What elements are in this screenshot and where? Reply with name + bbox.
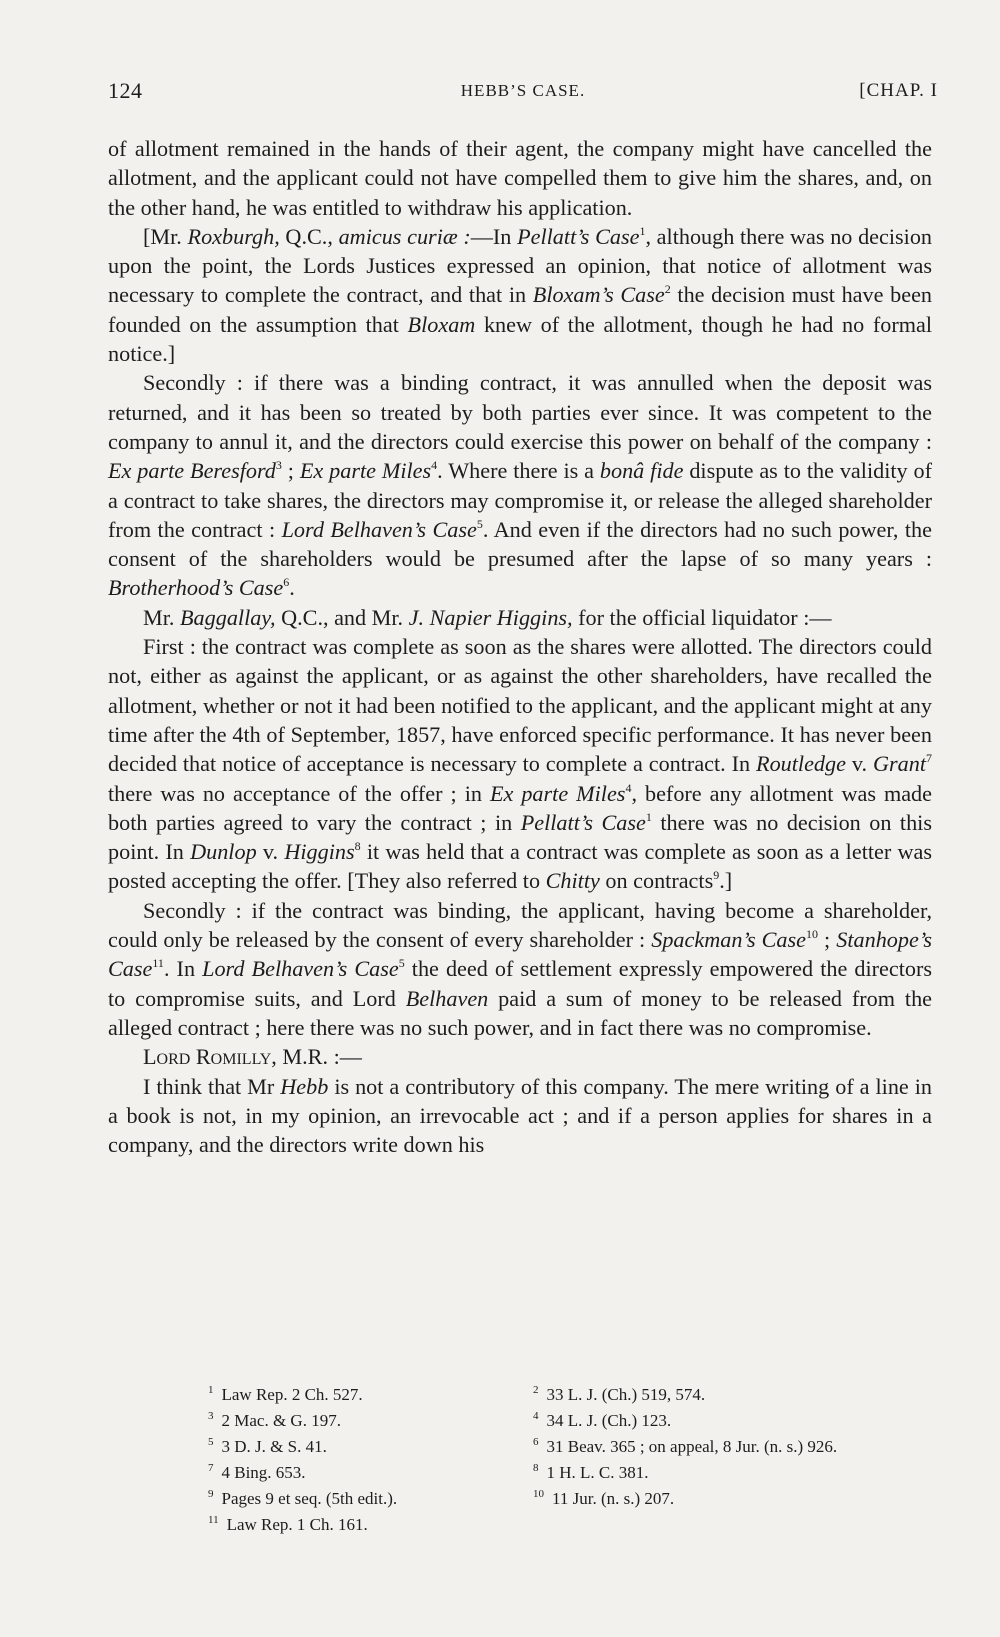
paragraph-6: Secondly : if the contract was binding, the applicant, having become a shareholder, could only be released by the consent of every shareholder : Spackman’s Case$^{10}$ ; Stanhope’s Case$^{11}$. In Lord Belhaven’s Case$^5$ the deed of settlement expressly empowered the directors to compromise suits, and Lord Belhaven paid a sum of money to be released from the alleged contract ; here there was no such power, and in fact there was no compromise. [108,897,933,1040]
body-text [108,134,932,1159]
paragraph-1: of allotment remained in the hands of their agent, the company might have cancelled the allotment, and the applicant could not have compelled them to give him the shares, and, on the other hand, he was entitled to withdraw his application. [108,136,932,220]
footnote-9: $^9$ Pages 9 et seq. (5th edit.). [208,1488,398,1508]
footnote-10: $^{10}$ 11 Jur. (n. s.) 207. [533,1488,675,1508]
running-header [108,78,938,108]
footnote-5: $^5$ 3 D. J. & S. 41. [208,1436,327,1456]
footnotes [108,1382,932,1538]
paragraph-4: Mr. Baggallay, Q.C., and Mr. J. Napier Higgins, for the official liquidator :— [143,604,832,630]
footnote-11: $^{11}$ Law Rep. 1 Ch. 161. [208,1514,368,1534]
paragraph-2: [Mr. Roxburgh, Q.C., amicus curiæ :—In Pellatt’s Case$^1$, although there was no decision upon the point, the Lords Justices expressed an opinion, that notice of allotment was necessary to complete the contract, and that in Bloxam’s Case$^2$ the decision must have been founded on the assumption that Bloxam knew of the allotment, though he had no formal notice.] [108,223,933,367]
footnote-7: $^7$ 4 Bing. 653. [208,1462,306,1482]
chapter-label: [CHAP. I [859,80,938,101]
footnote-6: $^6$ 31 Beav. 365 ; on appeal, 8 Jur. (n. s.) 926. [533,1436,838,1456]
footnote-2: $^2$ 33 L. J. (Ch.) 519, 574. [533,1384,706,1404]
footnote-8: $^8$ 1 H. L. C. 381. [533,1462,649,1482]
footnote-1: $^1$ Law Rep. 2 Ch. 527. [208,1384,363,1404]
paragraph-3: Secondly : if there was a binding contract, it was annulled when the deposit was returned, and it has been so treated by both parties ever since. It was competent to the company to annul it, and the directors could exercise this power on behalf of the company : Ex parte Beresford$^3$ ; Ex parte Miles$^4$. Where there is a bonâ fide dispute as to the validity of a contract to take shares, the directors may compromise it, or release the alleged shareholder from the contract : Lord Belhaven’s Case$^5$. And even if the directors had no such power, the consent of the shareholders would be presumed after the lapse of so many years : Brotherhood’s Case$^6$. [108,370,932,601]
footnote-4: $^4$ 34 L. J. (Ch.) 123. [533,1410,672,1430]
speaker-heading: Lord Romilly, M.R. :— [143,1044,362,1070]
footnote-3: $^3$ 2 Mac. & G. 197. [208,1410,341,1430]
running-title: HEBB’S CASE. [460,81,586,100]
paragraph-5: First : the contract was complete as soon as the shares were allotted. The directors could not, either as against the applicant, or as against the other shareholders, have recalled the allotment, whether or not it had been notified to the applicant, and the applicant might at any time after the 4th of September, 1857, have enforced specific performance. It has never been decided that notice of acceptance is necessary to complete a contract. In Routledge v. Grant$^7$ there was no acceptance of the offer ; in Ex parte Miles$^4$, before any allotment was made both parties agreed to vary the contract ; in Pellatt’s Case$^1$ there was no decision on this point. In Dunlop v. Higgins$^8$ it was held that a contract was complete as soon as a letter was posted accepting the offer. [They also referred to Chitty on contracts$^9$.] [108,634,932,894]
paragraph-judgment: I think that Mr Hebb is not a contributory of this company. The mere writing of a line in a book is not, in my opinion, an irrevocable act ; and if a person applies for shares in a company, and the directors write down his [108,1073,932,1158]
page-number: 124 [108,78,143,103]
